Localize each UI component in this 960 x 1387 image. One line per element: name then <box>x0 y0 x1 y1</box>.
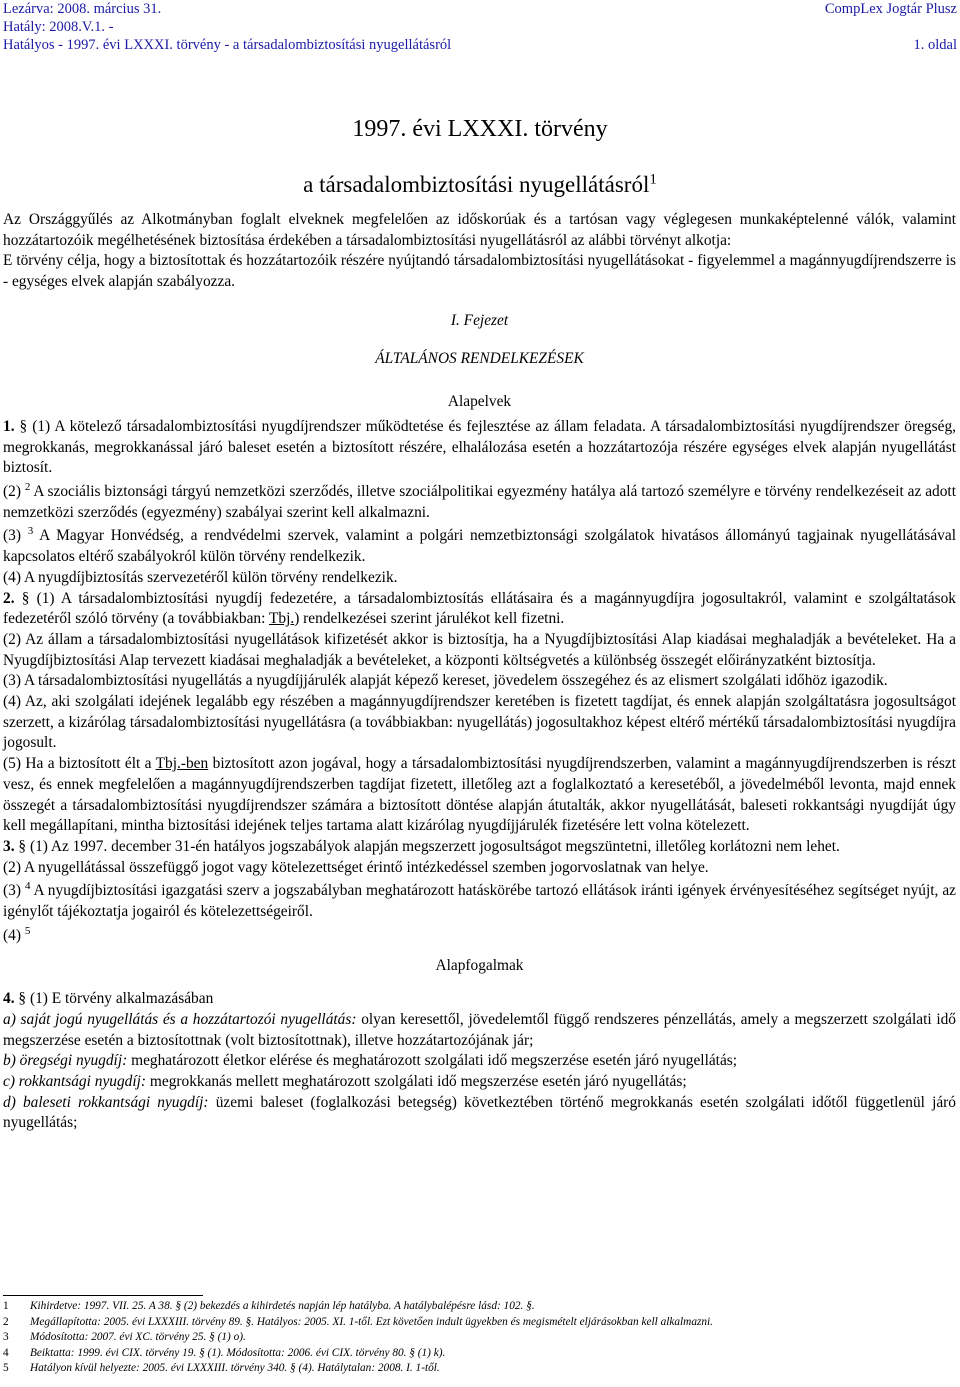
definition-b: b) öregségi nyugdíj: meghatározott életkor elérése és meghatározott szolgálati idő megszerzése esetén járó nyugellátás; <box>3 1052 738 1070</box>
law-subtitle: a társadalombiztosítási nyugellátásról$^1$ <box>303 171 657 197</box>
section-1-paragraph-2: (2) $^2$ A szociális biztonsági tárgyú nemzetközi szerződés, illetve szociálpolitikai egyezmény hatálya alá tartozó személyre e törvény rendelkezéseit az adott nemzetközi szerződés (egyezmény) szabályai szerint kell alkalmazni. <box>3 480 956 521</box>
section-3-number: 3. <box>3 837 15 855</box>
section-4-number: 4. <box>3 990 15 1008</box>
section-3-paragraph-4: (4) $^5$ <box>3 924 31 944</box>
footnote-separator <box>3 1295 203 1296</box>
section-1-paragraph-1: 1. § (1) A kötelező társadalombiztosítási nyugdíjrendszer működtetése és fejlesztése az állam feladata. A társadalombiztosítási nyugdíjrendszer öregség, megrokkanás, megrokkanással járó baleset esetén a biztosított részére, elhalálozása esetén a hozzátartozója részére egységes elvek alapján nyugellátást biztosít. <box>3 417 956 477</box>
section-heading-alapfogalmak: Alapfogalmak <box>435 956 524 974</box>
preamble: Az Országgyűlés az Alkotmányban foglalt elveknek megfelelően az időskorúak és a tartósan vagy véglegesen munkaképtelenné válók, valamint hozzátartozóik megélhetésének biztosítása érdekében a társadalombiztosítási nyugellátásról az alábbi törvényt alkotja: <box>3 211 956 249</box>
footnote-2: 2 Megállapította: 2005. évi LXXXIII. törvény 89. §. Hatályos: 2005. XI. 1-től. Ezt követően indult ügyekben és megismételt eljárásokban kell alkalmazni. <box>3 1315 713 1328</box>
footnote-ref-2[interactable]: 2 <box>24 480 31 493</box>
definition-d: d) baleseti rokkantsági nyugdíj: üzemi baleset (foglalkozási betegség) következtében történő megrokkanás esetén szolgálati időtől függetlenül járó nyugellátás; <box>3 1093 957 1132</box>
section-2-number: 2. <box>3 589 15 607</box>
footnote-ref-4[interactable]: 4 <box>24 880 31 893</box>
footnote-ref-5[interactable]: 5 <box>24 924 31 937</box>
section-1-paragraph-4: (4) A nyugdíjbiztosítás szervezetéről külön törvény rendelkezik. <box>3 568 398 586</box>
footnote-1: 1 Kihirdetve: 1997. VII. 25. A 38. § (2) bekezdés a kihirdetés napján lép hatályba. A hatálybalépésre lásd: 102. §. <box>3 1300 535 1312</box>
section-1-paragraph-3: (3) $^3$ A Magyar Honvédség, a rendvédelmi szervek, valamint a polgári nemzetbiztonsági szolgálatok hivatásos állományú tagjainak nyugellátásával kapcsolatos eltérő szabályokról külön törvény rendelkezik. <box>3 525 956 566</box>
footnote-3: 3 Módosította: 2007. évi XC. törvény 25. § (1) o). <box>3 1331 246 1343</box>
section-3-paragraph-2: (2) A nyugellátással összefüggő jogot vagy kötelezettséget érintő intézkedéssel szemben jogorvoslatnak van helye. <box>3 858 709 876</box>
header-lezarva: Lezárva: 2008. március 31. <box>3 1 162 17</box>
purpose-statement: E törvény célja, hogy a biztosítottak és hozzátartozóik részére nyújtandó társadalombiztosítási nyugellátásokat - figyelemmel a magánnyugdíjrendszerre is - egységes elvek alapján szabályozza. <box>3 252 956 291</box>
document-body <box>3 210 956 1134</box>
footnote-ref-3[interactable]: 3 <box>27 525 34 538</box>
header-doc-title: Hatályos - 1997. évi LXXXI. törvény - a társadalombiztosítási nyugellátásról <box>3 37 452 53</box>
section-4-paragraph-1: 4. § (1) E törvény alkalmazásában <box>3 990 214 1008</box>
footnote-ref-1[interactable]: 1 <box>649 171 657 188</box>
chapter-number: I. Fejezet <box>450 311 509 329</box>
header-product: CompLex Jogtár Plusz <box>824 1 957 17</box>
tbj-ben-link[interactable]: Tbj.-ben <box>155 755 209 773</box>
footnote-5: 5 Hatályon kívül helyezte: 2005. évi LXXXIII. törvény 340. § (4). Hatálytalan: 2008. I. 1-től. <box>3 1362 440 1374</box>
law-title: 1997. évi LXXXI. törvény <box>352 116 608 142</box>
section-2-paragraph-4: (4) Az, aki szolgálati idejének legalább egy részében a magánnyugdíjrendszer keretében is fizetett tagdíjat, és ennek alapján szolgáltatásra jogosultságot szerzett, a kizárólag társadalombiztosítási nyugellátásra (a továbbiakban: nyugellátás) jogosultakhoz képest eltérő mértékű társadalombiztosítási nyugdíjra jogosult. <box>3 693 956 752</box>
definition-a: a) saját jogú nyugellátás és a hozzátartozói nyugellátás: olyan keresettől, jövedelemtől függő rendszeres pénzellátás, amely a megszerzett szolgálati idő megszerzése esetén a biztosítottnak (volt biztosítottnak), illetve hozzátartozójának jár; <box>3 1010 956 1049</box>
section-2-paragraph-5: (5) Ha a biztosított élt a Tbj.-ben biztosított azon jogával, hogy a társadalombiztosítási nyugdíjrendszerben, valamint a magánnyugdíjrendszerben is részt vesz, és ennek megfelelően a magánnyugdíjrendszerben tagdíjat fizetett, illetőleg azt a foglalkoztató a keresetéből, a jövedelméből levonta, majd ennek összegét a társadalombiztosítási nyugdíjrendszer számára a biztosított döntése alapján átutalták, akkor nyugellátását, baleseti rokkantsági nyugdíját úgy kell megállapítani, mintha biztosítási idejének teljes tartama alatt kizárólag nyugdíjjárulék fizetésére lett volna kötelezett. <box>3 755 956 835</box>
header-hataly: Hatály: 2008.V.1. - <box>3 19 114 35</box>
page-header <box>3 0 957 54</box>
section-3-paragraph-1: 3. § (1) Az 1997. december 31-én hatályos jogszabályok alapján megszerzett jogosultságot megszüntetni, illetőleg korlátozni nem lehet. <box>3 837 840 855</box>
section-2-paragraph-1: 2. § (1) A társadalombiztosítási nyugdíj fedezetére, a társadalombiztosítás ellátásaira és a magánnyugdíjra jogosultakról, valamint e szolgáltatások fedezetéről szóló törvény (a továbbiakban: Tbj.) rendelkezései szerint járulékot kell fizetni. <box>3 589 956 628</box>
section-2-paragraph-3: (3) A társadalombiztosítási nyugellátás a nyugdíjjárulék alapját képező kereset, jövedelem összegéhez és az elismert szolgálati időhöz igazodik. <box>3 672 888 690</box>
section-1-number: 1. <box>3 417 15 435</box>
section-heading-alapelvek: Alapelvek <box>447 393 512 411</box>
header-page-number: 1. oldal <box>913 37 957 53</box>
section-2-paragraph-2: (2) Az állam a társadalombiztosítási nyugellátások kifizetését akkor is biztosítja, ha a Nyugdíjbiztosítási Alap kiadásai meghaladják a bevételeket. Ha a Nyugdíjbiztosítási Alap tervezett kiadásai meghaladják a bevételeket, a központi költségvetés a különbség összegét előirányzatként biztosítja. <box>3 630 956 669</box>
definition-c: c) rokkantsági nyugdíj: megrokkanás mellett meghatározott szolgálati idő megszerzése esetén járó nyugellátás; <box>3 1073 687 1091</box>
chapter-title: ÁLTALÁNOS RENDELKEZÉSEK <box>375 349 584 367</box>
tbj-link[interactable]: Tbj. <box>268 610 295 628</box>
footnote-4: 4 Beiktatta: 1999. évi CIX. törvény 19. § (1). Módosította: 2006. évi CIX. törvény 80. § (1) k). <box>3 1346 446 1359</box>
footnotes <box>3 1299 956 1377</box>
section-3-paragraph-3: (3) $^4$ A nyugdíjbiztosítási igazgatási szerv a jogszabályban meghatározott hatáskörébe tartozó ellátások iránti igények érvényesítéséhez segítséget nyújt, az igénylőt tájékoztatja jogairól és kötelezettségeiről. <box>3 880 956 921</box>
